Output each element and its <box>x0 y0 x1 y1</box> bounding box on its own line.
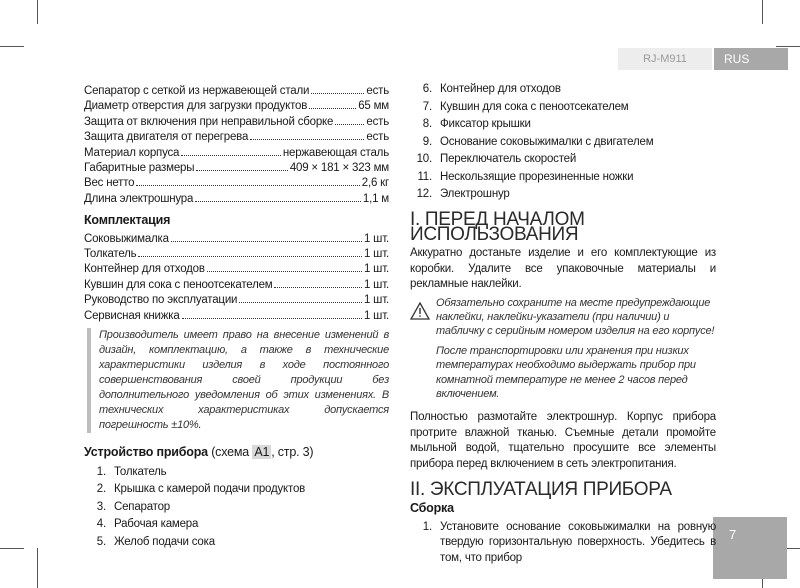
section1-title: I. ПЕРЕД НАЧАЛОМ ИСПОЛЬЗОВАНИЯ <box>410 208 585 245</box>
section1-intro: Аккуратно достаньте изделие и его комплектующие из коробки. Удалите все упаковочные материалы и рекламные наклейки. <box>410 247 716 291</box>
spec-row <box>84 84 389 99</box>
part-label: Основание соковыжималки с двигателем <box>440 135 654 148</box>
leader-dots <box>309 108 356 109</box>
spec-row <box>84 176 389 191</box>
left-column <box>84 84 389 551</box>
spec-value: 1 шт. <box>363 232 389 245</box>
part-label: Сепаратор <box>114 500 170 513</box>
part-number: 11. <box>417 170 432 183</box>
part-label: Электрошнур <box>440 188 510 201</box>
parts-list-right <box>410 81 716 204</box>
part-label: Крышка с камерой подачи продуктов <box>114 483 306 496</box>
spec-label: Руководство по эксплуатации <box>84 294 238 307</box>
right-column <box>410 84 716 566</box>
warning-1: Обязательно сохраните на месте предупреждающие наклейки, наклейки-указатели (при наличии) и табличку с серийным номером изделия на его корпусе! <box>436 296 715 338</box>
part-number: 2. <box>96 483 106 496</box>
part-number: 3. <box>96 500 106 513</box>
spec-label: Материал корпуса <box>84 146 180 159</box>
spec-row <box>84 192 389 207</box>
leader-dots <box>311 93 364 94</box>
crop-mark <box>776 46 800 47</box>
part-number: 8. <box>422 118 432 131</box>
part-number: 5. <box>96 535 106 548</box>
spec-row <box>84 247 389 262</box>
leader-dots <box>239 302 362 303</box>
page-number: 7 <box>713 517 787 579</box>
part-number: 9. <box>422 135 432 148</box>
warning-text <box>436 296 716 407</box>
spec-value: 1 шт. <box>363 309 389 322</box>
spec-row <box>84 232 389 247</box>
leader-dots <box>181 155 281 156</box>
spec-value: 65 мм <box>358 100 389 113</box>
spec-row <box>84 293 389 308</box>
leader-dots <box>136 185 359 186</box>
part-item <box>410 99 716 117</box>
parts-list-left <box>84 464 389 552</box>
spec-row <box>84 130 389 145</box>
part-item <box>84 534 389 552</box>
leader-dots <box>138 256 362 257</box>
spec-label: Толкатель <box>84 248 137 261</box>
crop-mark <box>0 46 24 47</box>
section2-title: II. ЭКСПЛУАТАЦИЯ ПРИБОРА <box>410 479 672 500</box>
leader-dots <box>207 271 362 272</box>
part-number: 10. <box>416 153 432 166</box>
spec-label: Диаметр отверстия для загрузки продуктов <box>84 100 308 113</box>
spec-list <box>84 84 389 207</box>
package-title: Комплектация <box>84 213 171 228</box>
spec-value: 409 × 181 × 323 мм <box>289 162 389 175</box>
part-label: Контейнер для отходов <box>440 83 561 96</box>
crop-mark <box>762 0 763 24</box>
spec-value: 1,1 м <box>362 192 389 205</box>
leader-dots <box>196 170 288 171</box>
assembly-step-1 <box>410 520 716 566</box>
spec-value: 1 шт. <box>363 278 389 291</box>
language-label: RUS <box>714 48 788 70</box>
part-item <box>84 464 389 482</box>
spec-label: Контейнер для отходов <box>84 263 205 276</box>
spec-label: Защита двигателя от перегрева <box>84 131 249 144</box>
part-label: Желоб подачи сока <box>114 535 215 548</box>
spec-row <box>84 161 389 176</box>
part-item <box>410 81 716 99</box>
spec-label: Вес нетто <box>84 177 135 190</box>
leader-dots <box>195 201 361 202</box>
spec-label: Защита от включения при неправильной сборке <box>84 115 334 128</box>
part-item <box>410 134 716 152</box>
spec-value: есть <box>366 85 389 97</box>
warning-block <box>410 296 716 407</box>
spec-label: Кувшин для сока с пеноотсекателем <box>84 278 273 291</box>
spec-value: есть <box>366 115 389 128</box>
part-label: Переключатель скоростей <box>440 153 577 166</box>
part-label: Нескользящие прорезиненные ножки <box>440 170 634 183</box>
part-label: Фиксатор крышки <box>440 118 531 131</box>
leader-dots <box>250 139 364 140</box>
spec-row <box>84 278 389 293</box>
warning-2: После транспортировки или хранения при низких температурах необходимо выдержать прибор при комнатной температуре не менее 2 часов перед включением. <box>436 344 696 400</box>
spec-label: Длина электрошнура <box>84 192 194 205</box>
package-list <box>84 232 389 324</box>
crop-mark <box>0 548 24 549</box>
leader-dots <box>182 318 362 319</box>
leader-dots <box>171 241 362 242</box>
device-ref-prefix: (схема <box>207 445 253 460</box>
part-label: Рабочая камера <box>114 518 199 531</box>
part-number: 12. <box>416 188 432 201</box>
step-number: 1. <box>422 520 432 533</box>
part-number: 6. <box>422 83 432 96</box>
scheme-ref: A1 <box>254 445 270 460</box>
spec-row <box>84 262 389 277</box>
part-label: Кувшин для сока с пеноотсекателем <box>440 100 629 113</box>
part-item <box>84 499 389 517</box>
crop-mark <box>37 0 38 24</box>
spec-label: Соковыжималка <box>84 232 169 245</box>
spec-row <box>84 115 389 130</box>
device-title-line <box>84 445 389 460</box>
part-item <box>410 116 716 134</box>
part-item <box>410 151 716 169</box>
part-item <box>84 516 389 534</box>
part-item <box>410 169 716 187</box>
part-item <box>410 186 716 204</box>
spec-value: есть <box>366 131 389 144</box>
spec-value: 1 шт. <box>363 294 389 307</box>
device-title: Устройство прибора <box>84 445 208 460</box>
section1-body: Полностью размотайте электрошнур. Корпус прибора протрите влажной тканью. Съемные детали промойте мыльной водой, тщательно просушите все элементы прибора перед включением в сеть электропитания. <box>410 411 716 470</box>
spec-row <box>84 146 389 161</box>
spec-label: Сервисная книжка <box>84 309 180 322</box>
warning-icon <box>410 302 432 407</box>
part-number: 7. <box>422 100 432 113</box>
part-item <box>84 481 389 499</box>
part-label: Толкатель <box>114 465 167 478</box>
spec-value: 1 шт. <box>363 248 389 261</box>
spec-value: 2,6 кг <box>361 177 389 190</box>
leader-dots <box>274 287 362 288</box>
part-number: 4. <box>96 518 106 531</box>
model-label: RJ-M911 <box>618 48 712 70</box>
spec-row <box>84 99 389 114</box>
assembly-title: Сборка <box>410 501 454 516</box>
crop-mark <box>37 548 38 588</box>
spec-value: 1 шт. <box>363 263 389 276</box>
spec-label: Сепаратор с сеткой из нержавеющей стали <box>84 85 310 97</box>
step-text: Установите основание соковыжималки на ровную твердую горизонтальную поверхность. Убедитесь в том, что прибор <box>440 520 716 564</box>
manufacturer-note: Производитель имеет право на внесение изменений в дизайн, комплектацию, а также в технические характеристики изделия в ходе постоянного совершенствования своей продукции без дополнительного уведомления об этих изменениях. В технических характеристиках допускается погрешность ±10%. <box>87 328 389 433</box>
spec-row <box>84 309 389 324</box>
device-ref-suffix: , стр. 3) <box>271 445 314 460</box>
part-number: 1. <box>96 465 106 478</box>
spec-value: нержавеющая сталь <box>282 146 389 159</box>
leader-dots <box>335 124 364 125</box>
spec-label: Габаритные размеры <box>84 162 195 175</box>
